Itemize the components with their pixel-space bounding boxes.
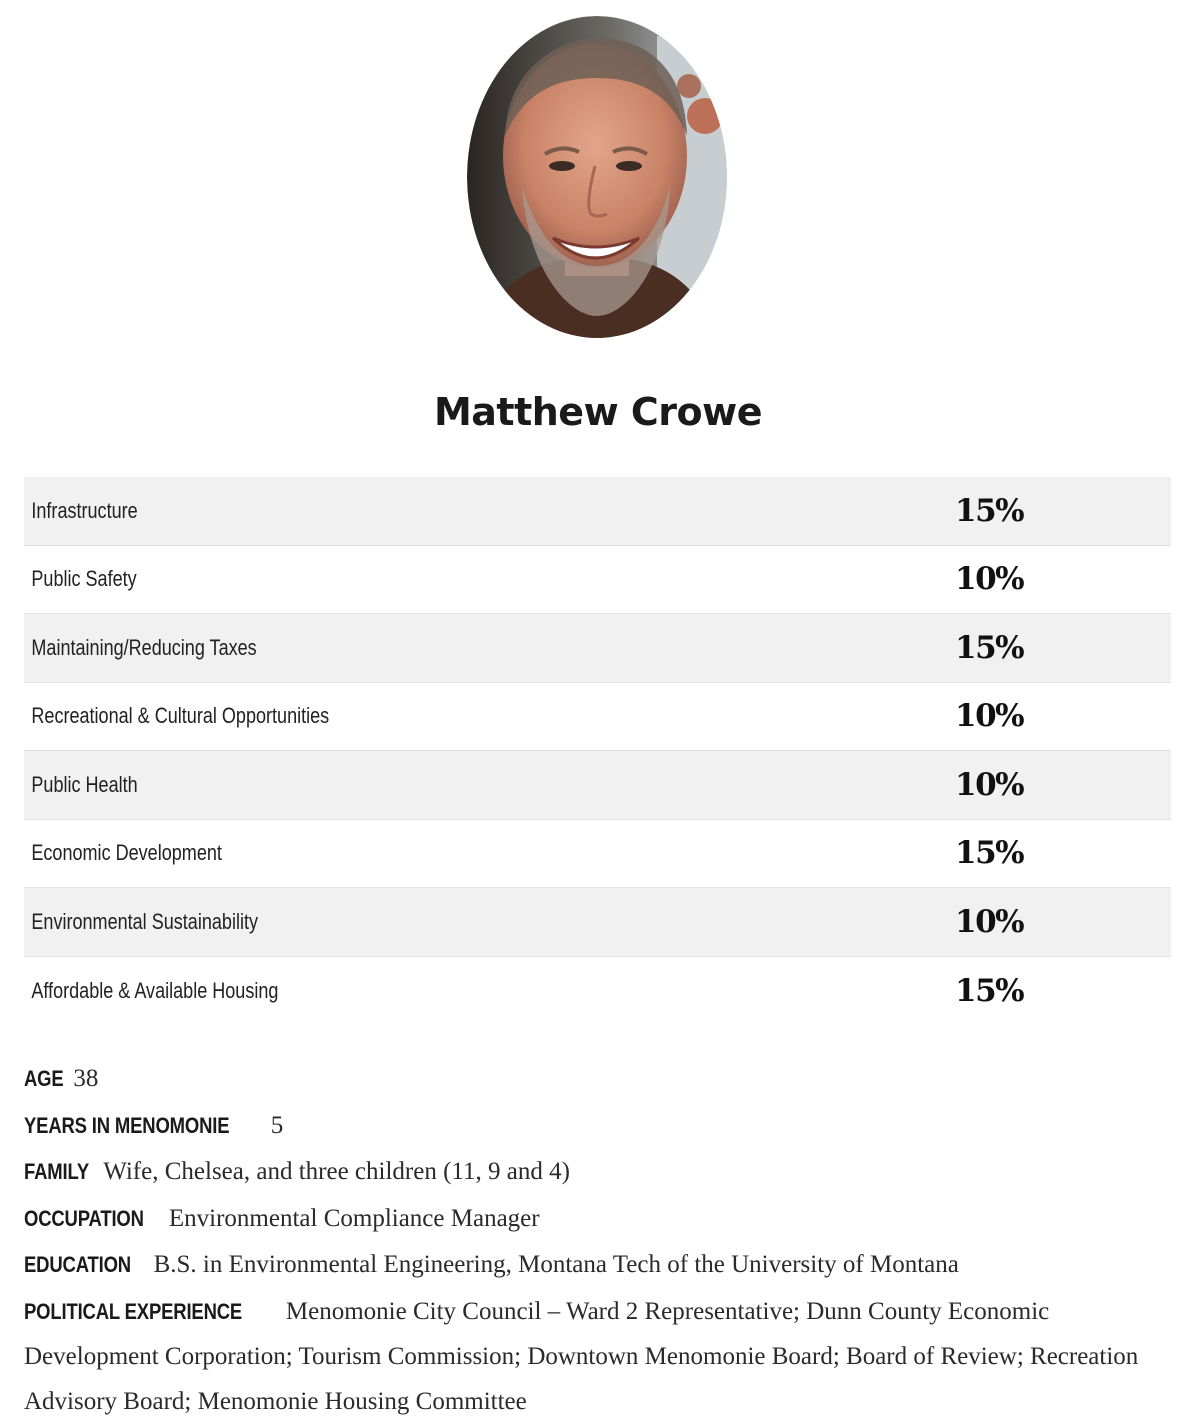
bio-age [24, 1056, 1174, 1101]
priority-row [24, 820, 1171, 889]
bio-years-label: YEARS IN MENOMONIE [24, 1112, 230, 1138]
priority-row [24, 888, 1171, 957]
priority-label: Public Health [31, 771, 138, 797]
bio-education-value: B.S. in Environmental Engineering, Montana Tech of the University of Montana [153, 1251, 959, 1278]
bio-years-value: 5 [270, 1111, 284, 1139]
priority-label: Environmental Sustainability [31, 908, 259, 934]
priority-row [24, 546, 1171, 615]
priority-percent: 10% [955, 698, 1024, 735]
bio-occupation [24, 1196, 1174, 1241]
priority-label: Economic Development [31, 840, 222, 866]
priority-label: Public Safety [31, 566, 137, 592]
bio-years [24, 1103, 1174, 1148]
priority-percent: 15% [955, 835, 1024, 872]
priority-label: Maintaining/Reducing Taxes [31, 634, 257, 660]
priorities-table [24, 477, 1171, 1025]
priority-row [24, 957, 1171, 1026]
priority-label: Recreational & Cultural Opportunities [31, 703, 330, 729]
priority-percent: 15% [955, 492, 1024, 529]
priority-row [24, 477, 1171, 546]
bio-family [24, 1149, 1174, 1194]
priority-percent: 10% [955, 903, 1024, 940]
priority-row [24, 683, 1171, 752]
portrait-image [467, 16, 727, 338]
candidate-name: Matthew Crowe [433, 390, 763, 434]
candidate-photo [467, 16, 727, 338]
bio-education [24, 1242, 1174, 1287]
priority-percent: 15% [955, 629, 1024, 666]
candidate-bio [24, 1056, 1174, 1425]
bio-age-label: AGE [24, 1066, 64, 1091]
bio-education-label: EDUCATION [24, 1252, 131, 1277]
bio-age-value: 38 [73, 1065, 99, 1092]
bio-occupation-value: Environmental Compliance Manager [168, 1204, 540, 1232]
priority-row [24, 751, 1171, 820]
priority-label: Affordable & Available Housing [31, 977, 279, 1003]
bio-political-label: POLITICAL EXPERIENCE [24, 1298, 243, 1324]
priority-percent: 10% [955, 561, 1024, 598]
priority-label: Infrastructure [31, 497, 138, 523]
priority-percent: 10% [955, 766, 1024, 803]
bio-occupation-label: OCCUPATION [24, 1205, 144, 1231]
bio-family-value: Wife, Chelsea, and three children (11, 9 and 4) [103, 1158, 570, 1185]
bio-family-label: FAMILY [24, 1159, 90, 1184]
bio-political [24, 1289, 1174, 1424]
priority-row [24, 614, 1171, 683]
bio-political-value: Menomonie City Council – Ward 2 Representative; Dunn County Economic Development Corporation; Tourism Commission; Downtown Menomonie Board; Board of Review; Recreation Advisory Board; Menomonie Housing Committee [24, 1297, 1139, 1415]
priority-percent: 15% [955, 972, 1024, 1009]
